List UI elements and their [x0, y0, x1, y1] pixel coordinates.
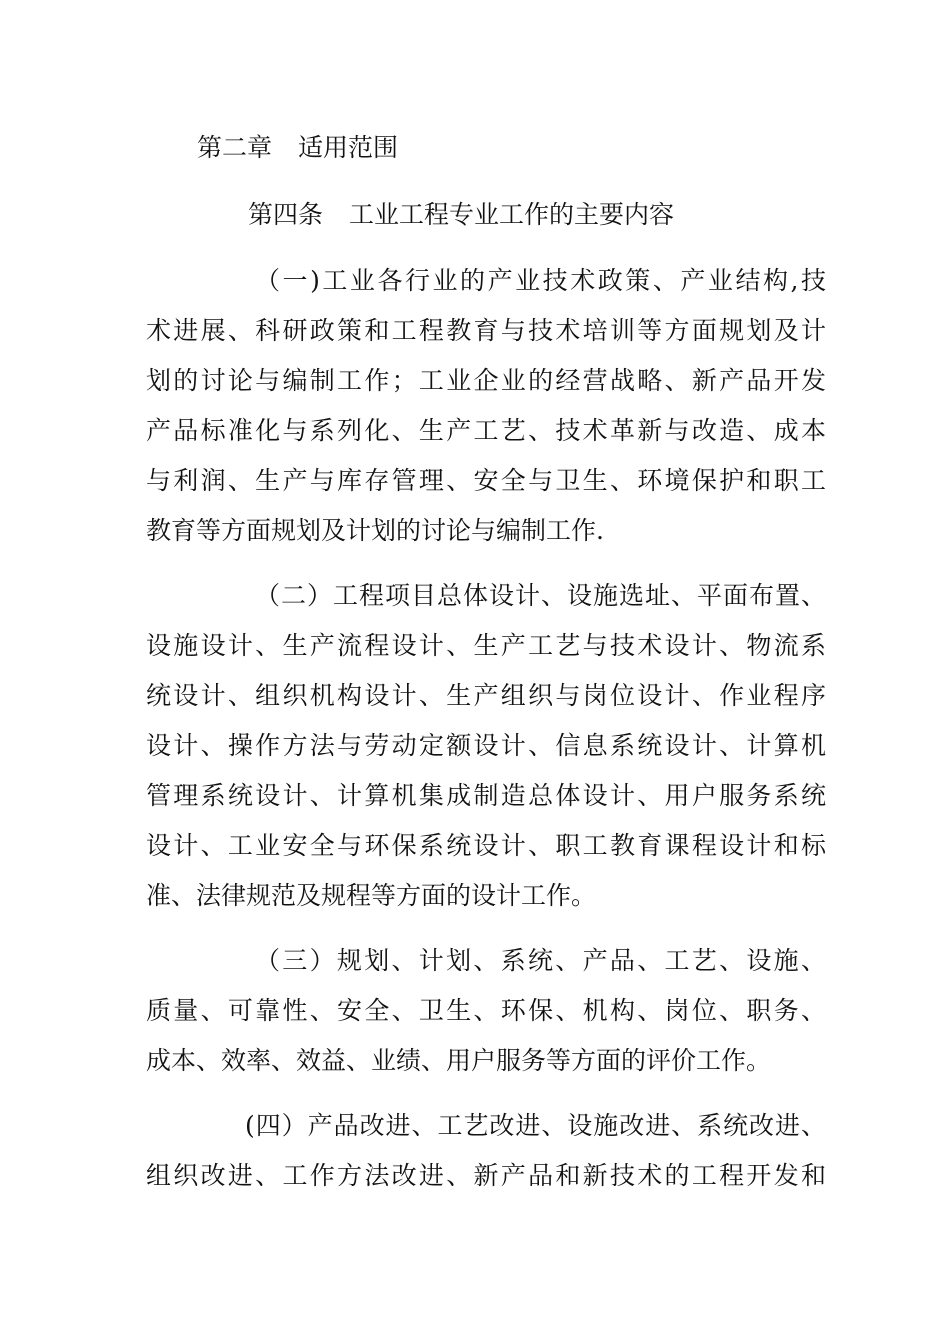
paragraph-3-line-2: 质量、可靠性、安全、卫生、环保、机构、岗位、职务、 — [146, 996, 826, 1025]
paragraph-2-line-4: 设计、操作方法与劳动定额设计、信息系统设计、计算机 — [146, 731, 826, 760]
paragraph-2-line-5: 管理系统设计、计算机集成制造总体设计、用户服务系统 — [146, 781, 826, 810]
paragraph-4-line-1: (四）产品改进、工艺改进、设施改进、系统改进、 — [245, 1111, 826, 1140]
paragraph-4-line-2: 组织改进、工作方法改进、新产品和新技术的工程开发和 — [146, 1161, 826, 1190]
paragraph-1-line-4: 产品标准化与系列化、生产工艺、技术革新与改造、成本 — [146, 416, 826, 445]
chapter-heading — [197, 132, 398, 164]
paragraph-1-line-1: （一)工业各行业的产业技术政策、产业结构,技 — [255, 266, 826, 295]
chapter-title: 适用范围 — [298, 133, 399, 162]
chapter-label: 第二章 — [197, 133, 273, 162]
paragraph-2-line-1: （二）工程项目总体设计、设施选址、平面布置、 — [255, 581, 826, 610]
article-label: 第四条 — [248, 200, 324, 229]
article-heading — [248, 199, 674, 231]
paragraph-1-line-2: 术进展、科研政策和工程教育与技术培训等方面规划及计 — [146, 316, 826, 345]
paragraph-2-line-3: 统设计、组织机构设计、生产组织与岗位设计、作业程序 — [146, 681, 826, 710]
paragraph-1-line-6: 教育等方面规划及计划的讨论与编制工作. — [146, 516, 604, 545]
article-title: 工业工程专业工作的主要内容 — [349, 200, 675, 229]
paragraph-2-line-6: 设计、工业安全与环保系统设计、职工教育课程设计和标 — [146, 831, 826, 860]
paragraph-2-line-7: 准、法律规范及规程等方面的设计工作。 — [146, 881, 597, 910]
paragraph-3-line-3: 成本、效率、效益、业绩、用户服务等方面的评价工作。 — [146, 1046, 772, 1075]
paragraph-1-line-5: 与利润、生产与库存管理、安全与卫生、环境保护和职工 — [146, 466, 826, 495]
paragraph-3-line-1: （三）规划、计划、系统、产品、工艺、设施、 — [255, 946, 826, 975]
paragraph-1-line-3: 划的讨论与编制工作；工业企业的经营战略、新产品开发 — [146, 366, 826, 395]
paragraph-2-line-2: 设施设计、生产流程设计、生产工艺与技术设计、物流系 — [146, 631, 826, 660]
